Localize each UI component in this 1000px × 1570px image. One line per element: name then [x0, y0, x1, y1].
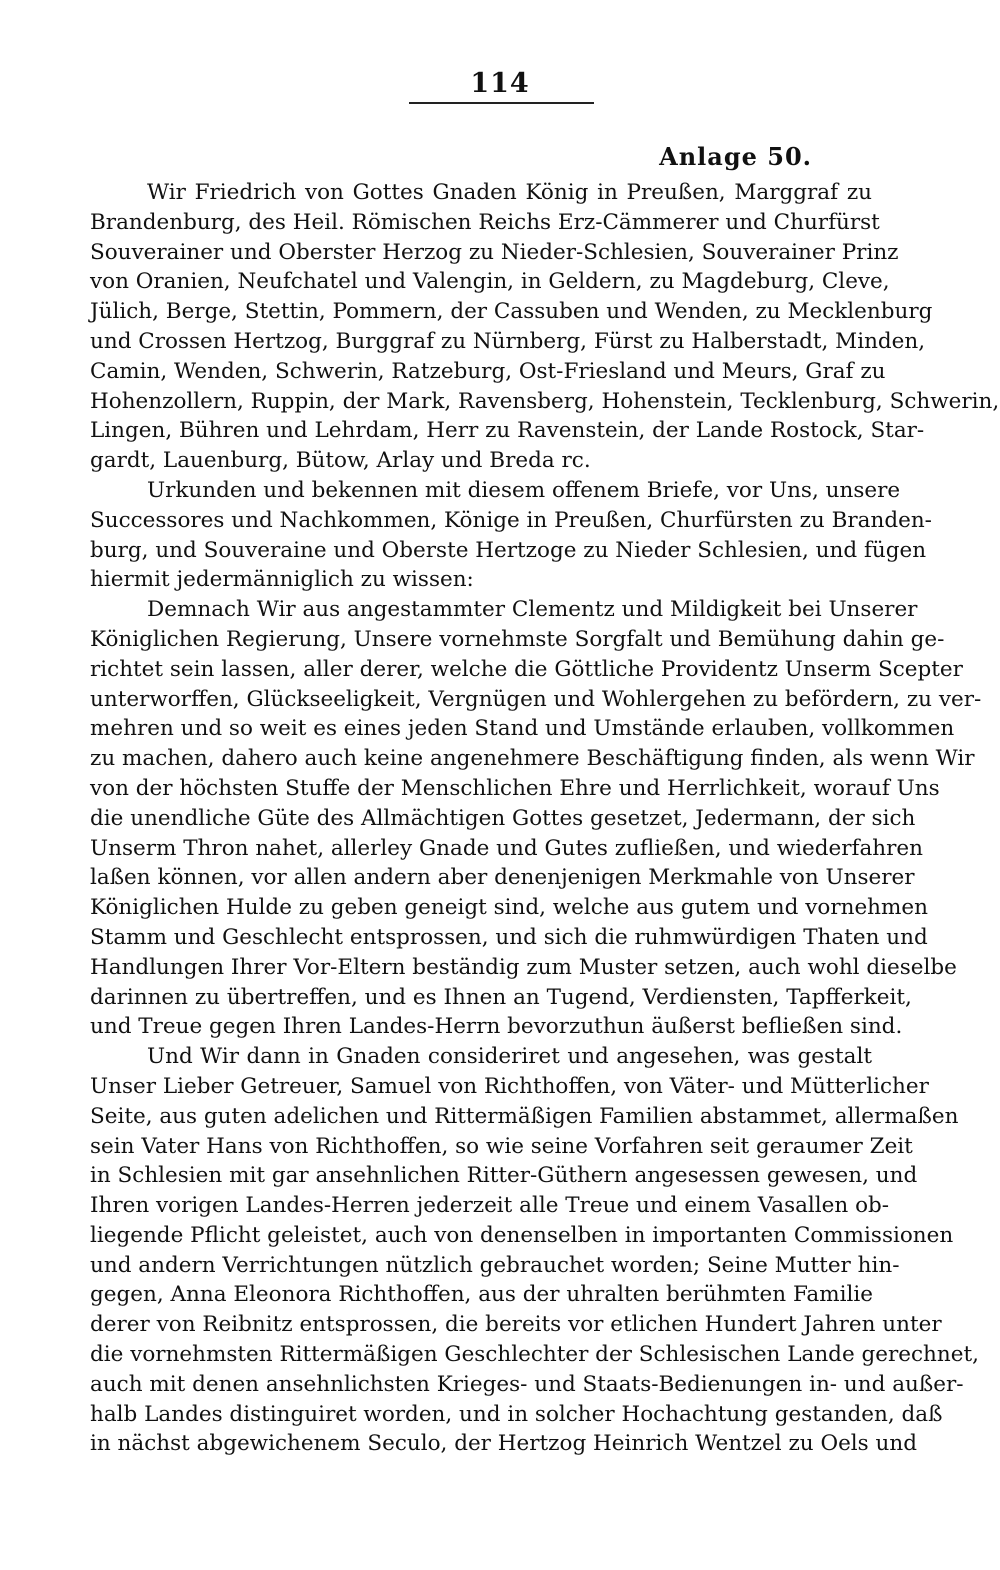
text-line: in Schlesien mit gar ansehnlichen Ritter-Güthern angesessen gewesen, und	[90, 1163, 918, 1189]
text-line: burg, und Souveraine und Oberste Hertzoge zu Nieder Schlesien, und fügen	[90, 537, 927, 563]
text-line: die vornehmsten Rittermäßigen Geschlechter der Schlesischen Lande gerechnet,	[90, 1342, 979, 1368]
text-line: von Oranien, Neufchatel und Valengin, in Geldern, zu Magdeburg, Cleve,	[90, 269, 890, 295]
page-number-rule	[409, 102, 594, 104]
text-line: Ihren vorigen Landes-Herren jederzeit alle Treue und einem Vasallen ob-	[90, 1193, 890, 1219]
text-line: auch mit denen ansehnlichsten Krieges- und Staats-Bedienungen in- und außer-	[90, 1371, 964, 1397]
text-line: laßen können, vor allen andern aber denenjenigen Merkmahle von Unserer	[90, 865, 915, 891]
text-line: Souverainer und Oberster Herzog zu Nieder-Schlesien, Souverainer Prinz	[90, 239, 899, 265]
text-line: Und Wir dann in Gnaden consideriret und angesehen, was gestalt	[147, 1044, 872, 1070]
text-line: und Treue gegen Ihren Landes-Herrn bevorzuthun äußerst befließen sind.	[90, 1014, 903, 1040]
appendix-heading: Anlage 50.	[659, 142, 812, 171]
text-line: mehren und so weit es eines jeden Stand und Umstände erlauben, vollkommen	[90, 716, 955, 742]
text-line: Stamm und Geschlecht entsprossen, und sich die ruhmwürdigen Thaten und	[90, 924, 928, 950]
text-line: richtet sein lassen, aller derer, welche die Göttliche Providentz Unserm Scepter	[90, 656, 963, 682]
text-line: hiermit jedermänniglich zu wissen:	[90, 567, 474, 593]
text-line: von der höchsten Stuffe der Menschlichen Ehre und Herrlichkeit, worauf Uns	[90, 775, 940, 801]
text-line: Successores und Nachkommen, Könige in Preußen, Churfürsten zu Branden-	[90, 507, 932, 533]
text-line: Königlichen Regierung, Unsere vornehmste Sorgfalt und Bemühung dahin ge-	[90, 626, 945, 652]
text-line: derer von Reibnitz entsprossen, die bereits vor etlichen Hundert Jahren unter	[90, 1312, 942, 1338]
text-line: Unserm Thron nahet, allerley Gnade und Gutes zufließen, und wiederfahren	[90, 835, 923, 861]
text-line: Seite, aus guten adelichen und Rittermäßigen Familien abstammet, allermaßen	[90, 1103, 959, 1129]
text-line: liegende Pflicht geleistet, auch von denenselben in importanten Commissionen	[90, 1222, 954, 1248]
text-line: Lingen, Bühren und Lehrdam, Herr zu Ravenstein, der Lande Rostock, Star-	[90, 418, 925, 444]
page-number: 114	[470, 68, 530, 99]
text-line: darinnen zu übertreffen, und es Ihnen an Tugend, Verdiensten, Tapfferkeit,	[90, 984, 912, 1010]
document-body	[90, 178, 1000, 1459]
text-line: unterworffen, Glückseeligkeit, Vergnügen und Wohlergehen zu befördern, zu ver-	[90, 686, 982, 712]
text-line: Wir Friedrich von Gottes Gnaden König in Preußen, Marggraf zu	[147, 180, 872, 205]
text-line: gardt, Lauenburg, Bütow, Arlay und Breda rc.	[90, 448, 591, 474]
text-line: die unendliche Güte des Allmächtigen Gottes gesetzet, Jedermann, der sich	[90, 805, 916, 831]
text-line: zu machen, dahero auch keine angenehmere Beschäftigung finden, als wenn Wir	[90, 746, 975, 772]
text-line: in nächst abgewichenem Seculo, der Hertzog Heinrich Wentzel zu Oels und	[90, 1431, 918, 1457]
text-line: Urkunden und bekennen mit diesem offenem Briefe, vor Uns, unsere	[147, 477, 901, 503]
text-line: Handlungen Ihrer Vor-Eltern beständig zum Muster setzen, auch wohl dieselbe	[90, 954, 957, 980]
text-line: Hohenzollern, Ruppin, der Mark, Ravensberg, Hohenstein, Tecklenburg, Schwerin,	[90, 388, 1000, 414]
text-line: und Crossen Hertzog, Burggraf zu Nürnberg, Fürst zu Halberstadt, Minden,	[90, 328, 926, 354]
text-line: sein Vater Hans von Richthoffen, so wie seine Vorfahren seit geraumer Zeit	[90, 1133, 913, 1159]
text-line: Königlichen Hulde zu geben geneigt sind, welche aus gutem und vornehmen	[90, 895, 928, 921]
text-line: Camin, Wenden, Schwerin, Ratzeburg, Ost-Friesland und Meurs, Graf zu	[90, 358, 886, 384]
text-line: Jülich, Berge, Stettin, Pommern, der Cassuben und Wenden, zu Mecklenburg	[90, 299, 933, 325]
text-line: und andern Verrichtungen nützlich gebrauchet worden; Seine Mutter hin-	[90, 1252, 900, 1278]
text-line: Demnach Wir aus angestammter Clementz und Mildigkeit bei Unserer	[147, 597, 918, 623]
text-line: gegen, Anna Eleonora Richthoffen, aus der uhralten berühmten Familie	[90, 1282, 873, 1308]
text-line: Brandenburg, des Heil. Römischen Reichs Erz-Cämmerer und Churfürst	[90, 209, 880, 235]
text-line: Unser Lieber Getreuer, Samuel von Richthoffen, von Väter- und Mütterlicher	[90, 1073, 929, 1099]
text-line: halb Landes distinguiret worden, und in solcher Hochachtung gestanden, daß	[90, 1401, 943, 1427]
